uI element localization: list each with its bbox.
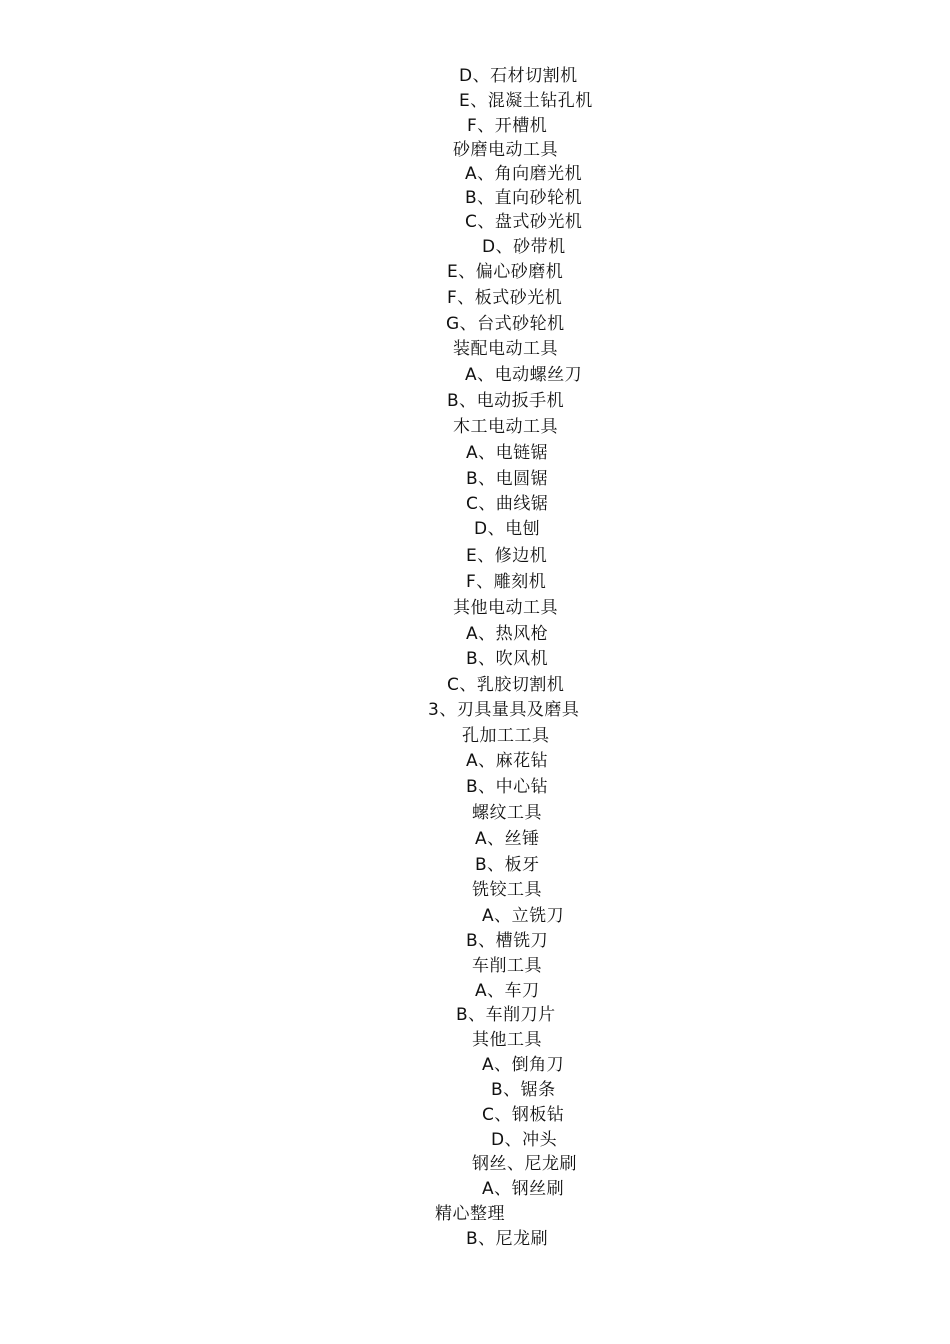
list-item: A、热风枪 [466, 624, 549, 644]
list-item: C、盘式砂光机 [465, 212, 583, 232]
list-item: F、板式砂光机 [447, 288, 563, 308]
section-heading: 螺纹工具 [472, 803, 542, 823]
list-item: G、台式砂轮机 [446, 314, 565, 334]
list-item: A、麻花钻 [466, 751, 549, 771]
section-heading: 铣铰工具 [472, 880, 542, 900]
section-heading: 其他电动工具 [453, 598, 558, 618]
list-item: B、电圆锯 [466, 469, 549, 489]
list-item: D、电刨 [474, 519, 541, 539]
list-item: B、直向砂轮机 [465, 188, 583, 208]
list-item: B、锯条 [491, 1080, 556, 1100]
section-heading: 车削工具 [472, 956, 542, 976]
list-item: B、尼龙刷 [466, 1229, 549, 1249]
list-item: E、混凝土钻孔机 [459, 91, 593, 111]
list-item: A、丝锤 [475, 829, 540, 849]
list-item: A、电链锯 [466, 443, 549, 463]
section-heading: 砂磨电动工具 [453, 140, 558, 160]
section-heading: 钢丝、尼龙刷 [472, 1154, 577, 1174]
section-heading: 其他工具 [472, 1030, 542, 1050]
list-item: B、车削刀片 [456, 1005, 556, 1025]
section-heading: 木工电动工具 [453, 417, 558, 437]
list-item: D、石材切割机 [459, 66, 578, 86]
list-item: F、开槽机 [467, 116, 548, 136]
list-item: A、立铣刀 [482, 906, 565, 926]
chapter-heading: 3、刃具量具及磨具 [428, 700, 580, 720]
list-item: A、角向磨光机 [465, 164, 583, 184]
list-item: D、砂带机 [482, 237, 566, 257]
list-item: B、槽铣刀 [466, 931, 549, 951]
list-item: D、冲头 [491, 1130, 558, 1150]
section-heading: 装配电动工具 [453, 339, 558, 359]
list-item: A、电动螺丝刀 [465, 365, 583, 385]
list-item: B、电动扳手机 [447, 391, 565, 411]
list-item: E、偏心砂磨机 [447, 262, 564, 282]
list-item: F、雕刻机 [466, 572, 547, 592]
list-item: C、钢板钻 [482, 1105, 565, 1125]
list-item: A、钢丝刷 [482, 1179, 565, 1199]
section-heading: 孔加工工具 [462, 726, 550, 746]
list-item: A、车刀 [475, 981, 540, 1001]
list-item: E、修边机 [466, 546, 548, 566]
list-item: B、板牙 [475, 855, 540, 875]
watermark-text: 精心整理 [435, 1204, 505, 1224]
list-item: C、曲线锯 [466, 494, 549, 514]
list-item: C、乳胶切割机 [447, 675, 565, 695]
list-item: B、中心钻 [466, 777, 549, 797]
list-item: A、倒角刀 [482, 1055, 565, 1075]
list-item: B、吹风机 [466, 649, 549, 669]
